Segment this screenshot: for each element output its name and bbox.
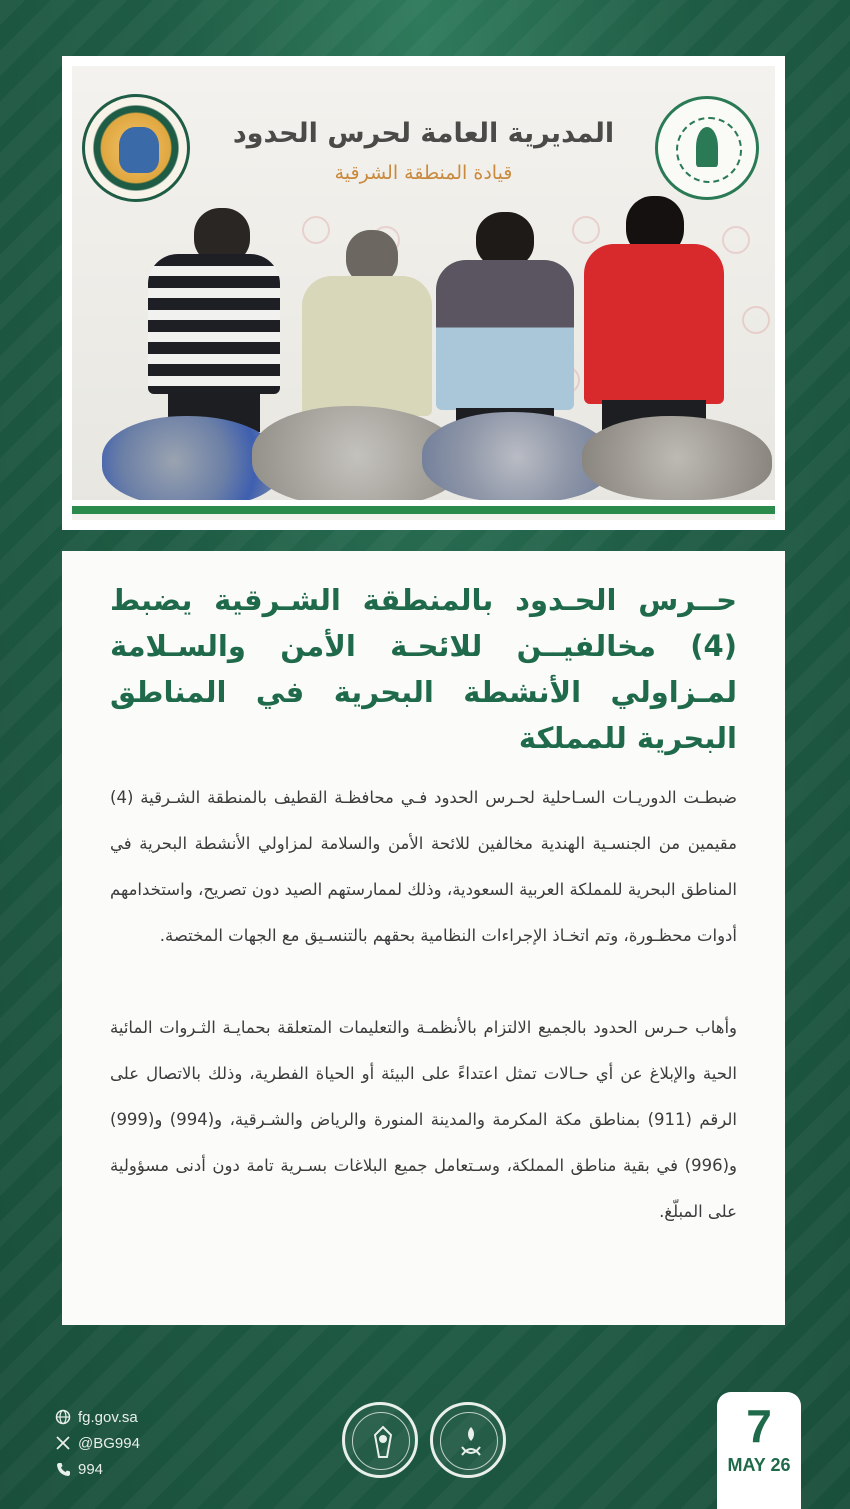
article-paragraph-1: ضبطـت الدوريـات السـاحلية لحـرس الحدود فـي محافظـة القطيف بالمنطقة الشـرقية (4) مقيمين من الجنسـية الهندية مخالفين للائحة الأمن والسلامة لمزاولي الأنشطة البحرية في المناطق البحرية للمملكة العربية السعودية، وذلك لممارستهم الصيد دون تصريح، واستخدامهم أدوات محظـورة، وتم اتخـاذ الإجراءات النظامية بحقهم بالتنسـيق مع الجهات المختصة. [110, 788, 737, 945]
x-logo-icon [54, 1434, 72, 1452]
article-card [62, 551, 785, 1325]
article-paragraph-2: وأهاب حـرس الحدود بالجميع الالتزام بالأنظمـة والتعليمات المتعلقة بحمايـة الثـروات المائية الحية والإبلاغ عن أي حـالات تمثل اعتداءً على البيئة أو الحياة الفطرية، وذلك بالاتصال على الرقم (911) بمناطق مكة المكرمة والمدينة المنورة والرياض والشـرقية، و(994) و(999) و(996) في بقية مناطق المملكة، وسـتعامل جميع البلاغات بسـرية تامة دون أدنى مسؤولية على المبلّغ. [110, 1018, 737, 1221]
border-guard-seal-icon [342, 1402, 418, 1478]
green-strip [72, 500, 775, 520]
phone-text: 994 [78, 1460, 104, 1478]
phone-icon [54, 1460, 72, 1478]
person-4 [584, 196, 724, 436]
photo-card [62, 56, 785, 530]
person-1 [148, 208, 280, 438]
x-handle-text: @BG994 [78, 1434, 140, 1452]
website-text: fg.gov.sa [78, 1408, 138, 1426]
border-guard-emblem-icon [82, 94, 190, 202]
x-handle-row[interactable] [54, 1430, 140, 1456]
date-month: MAY 26 [727, 1455, 791, 1475]
news-photo [72, 66, 775, 520]
globe-icon [54, 1408, 72, 1426]
phone-row[interactable] [54, 1456, 140, 1482]
org-title: المديرية العامة لحرس الحدود [232, 118, 615, 149]
contact-info [54, 1404, 140, 1482]
date-day: 7 [746, 1400, 772, 1452]
article-headline: حــرس الحـدود بالمنطقة الشـرقية يضبط (4) مخالفيــن للائحـة الأمن والسـلامة لمـزاولي الأنشطة البحرية في المناطق البحرية للمملكة [110, 583, 737, 755]
org-subtitle: قيادة المنطقة الشرقية [334, 162, 513, 184]
date-badge [717, 1392, 801, 1509]
fishing-nets [102, 406, 770, 506]
website-row[interactable] [54, 1404, 140, 1430]
saudi-emblem-seal-icon [430, 1402, 506, 1478]
saudi-emblem-icon [655, 96, 759, 200]
